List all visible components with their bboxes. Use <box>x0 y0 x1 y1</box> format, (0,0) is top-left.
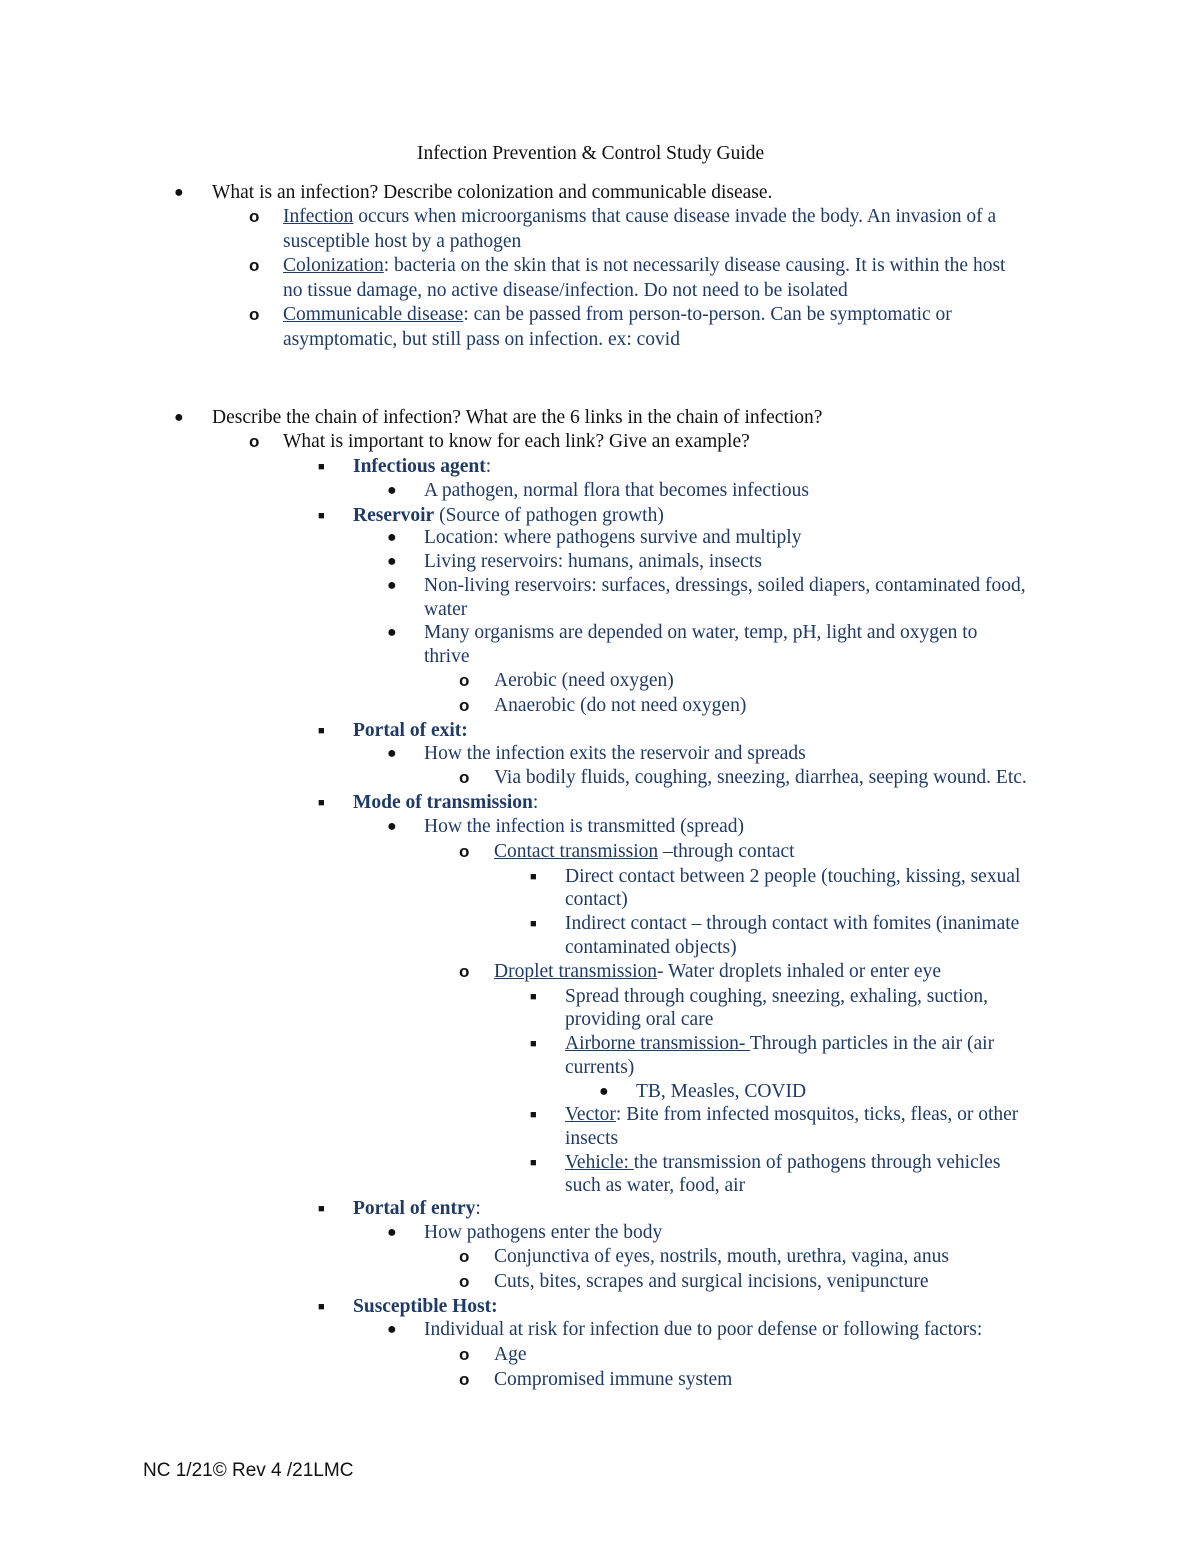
bullet-dot-icon: ● <box>387 745 397 762</box>
contact-item: Indirect contact – through contact with fomites (inanimate <box>565 913 1020 934</box>
question-1: What is an infection? Describe colonization and communicable disease. <box>212 182 773 203</box>
bullet-circle-icon: o <box>459 842 470 861</box>
bullet-square-icon: ■ <box>530 991 537 1003</box>
host-item: Individual at risk for infection due to poor defense or following factors: <box>424 1319 983 1340</box>
bullet-square-icon: ■ <box>530 1157 537 1169</box>
link-portal-of-exit: Portal of exit: <box>353 720 468 741</box>
entry-item: How pathogens enter the body <box>424 1222 663 1243</box>
link-susceptible-host: Susceptible Host: <box>353 1296 498 1317</box>
host-subitem: Age <box>494 1344 527 1365</box>
bullet-square-icon: ■ <box>318 510 325 522</box>
reservoir-item: Location: where pathogens survive and multiply <box>424 527 802 548</box>
vector-transmission: Vector: Bite from infected mosquitos, ticks, fleas, or other <box>565 1104 1019 1125</box>
bullet-dot-icon: ● <box>599 1083 609 1100</box>
bullet-square-icon: ■ <box>318 461 325 473</box>
link-mode-of-transmission: Mode of transmission: <box>353 792 539 813</box>
bullet-circle-icon: o <box>459 1345 470 1364</box>
question-2-sub: What is important to know for each link? Give an example? <box>283 431 750 452</box>
reservoir-item: Non-living reservoirs: surfaces, dressings, soiled diapers, contaminated food, <box>424 575 1026 596</box>
link-infectious-agent: Infectious agent: <box>353 456 492 477</box>
bullet-circle-icon: o <box>459 671 470 690</box>
bullet-square-icon: ■ <box>318 725 325 737</box>
bullet-square-icon: ■ <box>318 1203 325 1215</box>
airborne-transmission: Airborne transmission- Through particles in the air (air <box>565 1033 995 1054</box>
mode-item: How the infection is transmitted (spread) <box>424 816 745 837</box>
droplet-item-cont: providing oral care <box>565 1009 714 1030</box>
page-footer: NC 1/21© Rev 4 /21LMC <box>143 1460 354 1481</box>
bullet-square-icon: ■ <box>318 797 325 809</box>
contact-item: Direct contact between 2 people (touching, kissing, sexual <box>565 866 1021 887</box>
infection-definition-cont: susceptible host by a pathogen <box>283 231 522 252</box>
reservoir-item-cont: thrive <box>424 646 470 667</box>
bullet-circle-icon: o <box>249 207 260 226</box>
contact-item-cont: contact) <box>565 889 628 910</box>
colonization-definition: Colonization: bacteria on the skin that is not necessarily disease causing. It is within the host <box>283 255 1006 276</box>
exit-item: How the infection exits the reservoir and spreads <box>424 743 806 764</box>
page-title: Infection Prevention & Control Study Guide <box>417 143 765 164</box>
airborne-examples: TB, Measles, COVID <box>636 1081 807 1102</box>
bullet-dot-icon: ● <box>387 553 397 570</box>
bullet-dot-icon: ● <box>387 482 397 499</box>
contact-transmission: Contact transmission –through contact <box>494 841 795 862</box>
bullet-square-icon: ■ <box>530 918 537 930</box>
bullet-dot-icon: ● <box>387 1321 397 1338</box>
airborne-transmission-cont: currents) <box>565 1057 635 1078</box>
agent-item: A pathogen, normal flora that becomes infectious <box>424 480 810 501</box>
bullet-square-icon: ■ <box>530 1109 537 1121</box>
reservoir-subitem: Aerobic (need oxygen) <box>494 670 674 691</box>
contact-item-cont: contaminated objects) <box>565 937 737 958</box>
vector-transmission-cont: insects <box>565 1128 619 1149</box>
host-subitem: Compromised immune system <box>494 1369 733 1390</box>
bullet-dot-icon: ● <box>387 624 397 641</box>
bullet-square-icon: ■ <box>318 1301 325 1313</box>
vehicle-transmission-cont: such as water, food, air <box>565 1175 746 1196</box>
exit-subitem: Via bodily fluids, coughing, sneezing, diarrhea, seeping wound. Etc. <box>494 767 1027 788</box>
reservoir-item: Living reservoirs: humans, animals, insects <box>424 551 762 572</box>
bullet-dot-icon: ● <box>387 529 397 546</box>
colonization-definition-cont: no tissue damage, no active disease/infection. Do not need to be isolated <box>283 280 848 301</box>
bullet-circle-icon: o <box>249 432 260 451</box>
bullet-square-icon: ■ <box>530 871 537 883</box>
bullet-circle-icon: o <box>249 305 260 324</box>
bullet-dot-icon: ● <box>174 184 184 201</box>
communicable-definition-cont: asymptomatic, but still pass on infection. ex: covid <box>283 329 680 350</box>
link-portal-of-entry: Portal of entry: <box>353 1198 481 1219</box>
entry-subitem: Cuts, bites, scrapes and surgical incisions, venipuncture <box>494 1271 929 1292</box>
vehicle-transmission: Vehicle: the transmission of pathogens through vehicles <box>565 1152 1001 1173</box>
droplet-item: Spread through coughing, sneezing, exhaling, suction, <box>565 986 988 1007</box>
bullet-dot-icon: ● <box>387 1224 397 1241</box>
bullet-dot-icon: ● <box>387 818 397 835</box>
bullet-circle-icon: o <box>459 768 470 787</box>
reservoir-subitem: Anaerobic (do not need oxygen) <box>494 695 747 716</box>
bullet-circle-icon: o <box>459 1370 470 1389</box>
infection-definition: Infection occurs when microorganisms that cause disease invade the body. An invasion of a <box>283 206 997 227</box>
bullet-dot-icon: ● <box>387 577 397 594</box>
droplet-transmission: Droplet transmission- Water droplets inhaled or enter eye <box>494 961 941 982</box>
entry-subitem: Conjunctiva of eyes, nostrils, mouth, urethra, vagina, anus <box>494 1246 949 1267</box>
link-reservoir: Reservoir (Source of pathogen growth) <box>353 505 664 526</box>
reservoir-item-cont: water <box>424 599 468 620</box>
bullet-circle-icon: o <box>459 1247 470 1266</box>
bullet-circle-icon: o <box>459 962 470 981</box>
bullet-circle-icon: o <box>459 1272 470 1291</box>
bullet-circle-icon: o <box>249 256 260 275</box>
reservoir-item: Many organisms are depended on water, temp, pH, light and oxygen to <box>424 622 978 643</box>
bullet-square-icon: ■ <box>530 1038 537 1050</box>
bullet-circle-icon: o <box>459 696 470 715</box>
communicable-definition: Communicable disease: can be passed from person-to-person. Can be symptomatic or <box>283 304 952 325</box>
question-2: Describe the chain of infection? What are the 6 links in the chain of infection? <box>212 407 823 428</box>
bullet-dot-icon: ● <box>174 409 184 426</box>
